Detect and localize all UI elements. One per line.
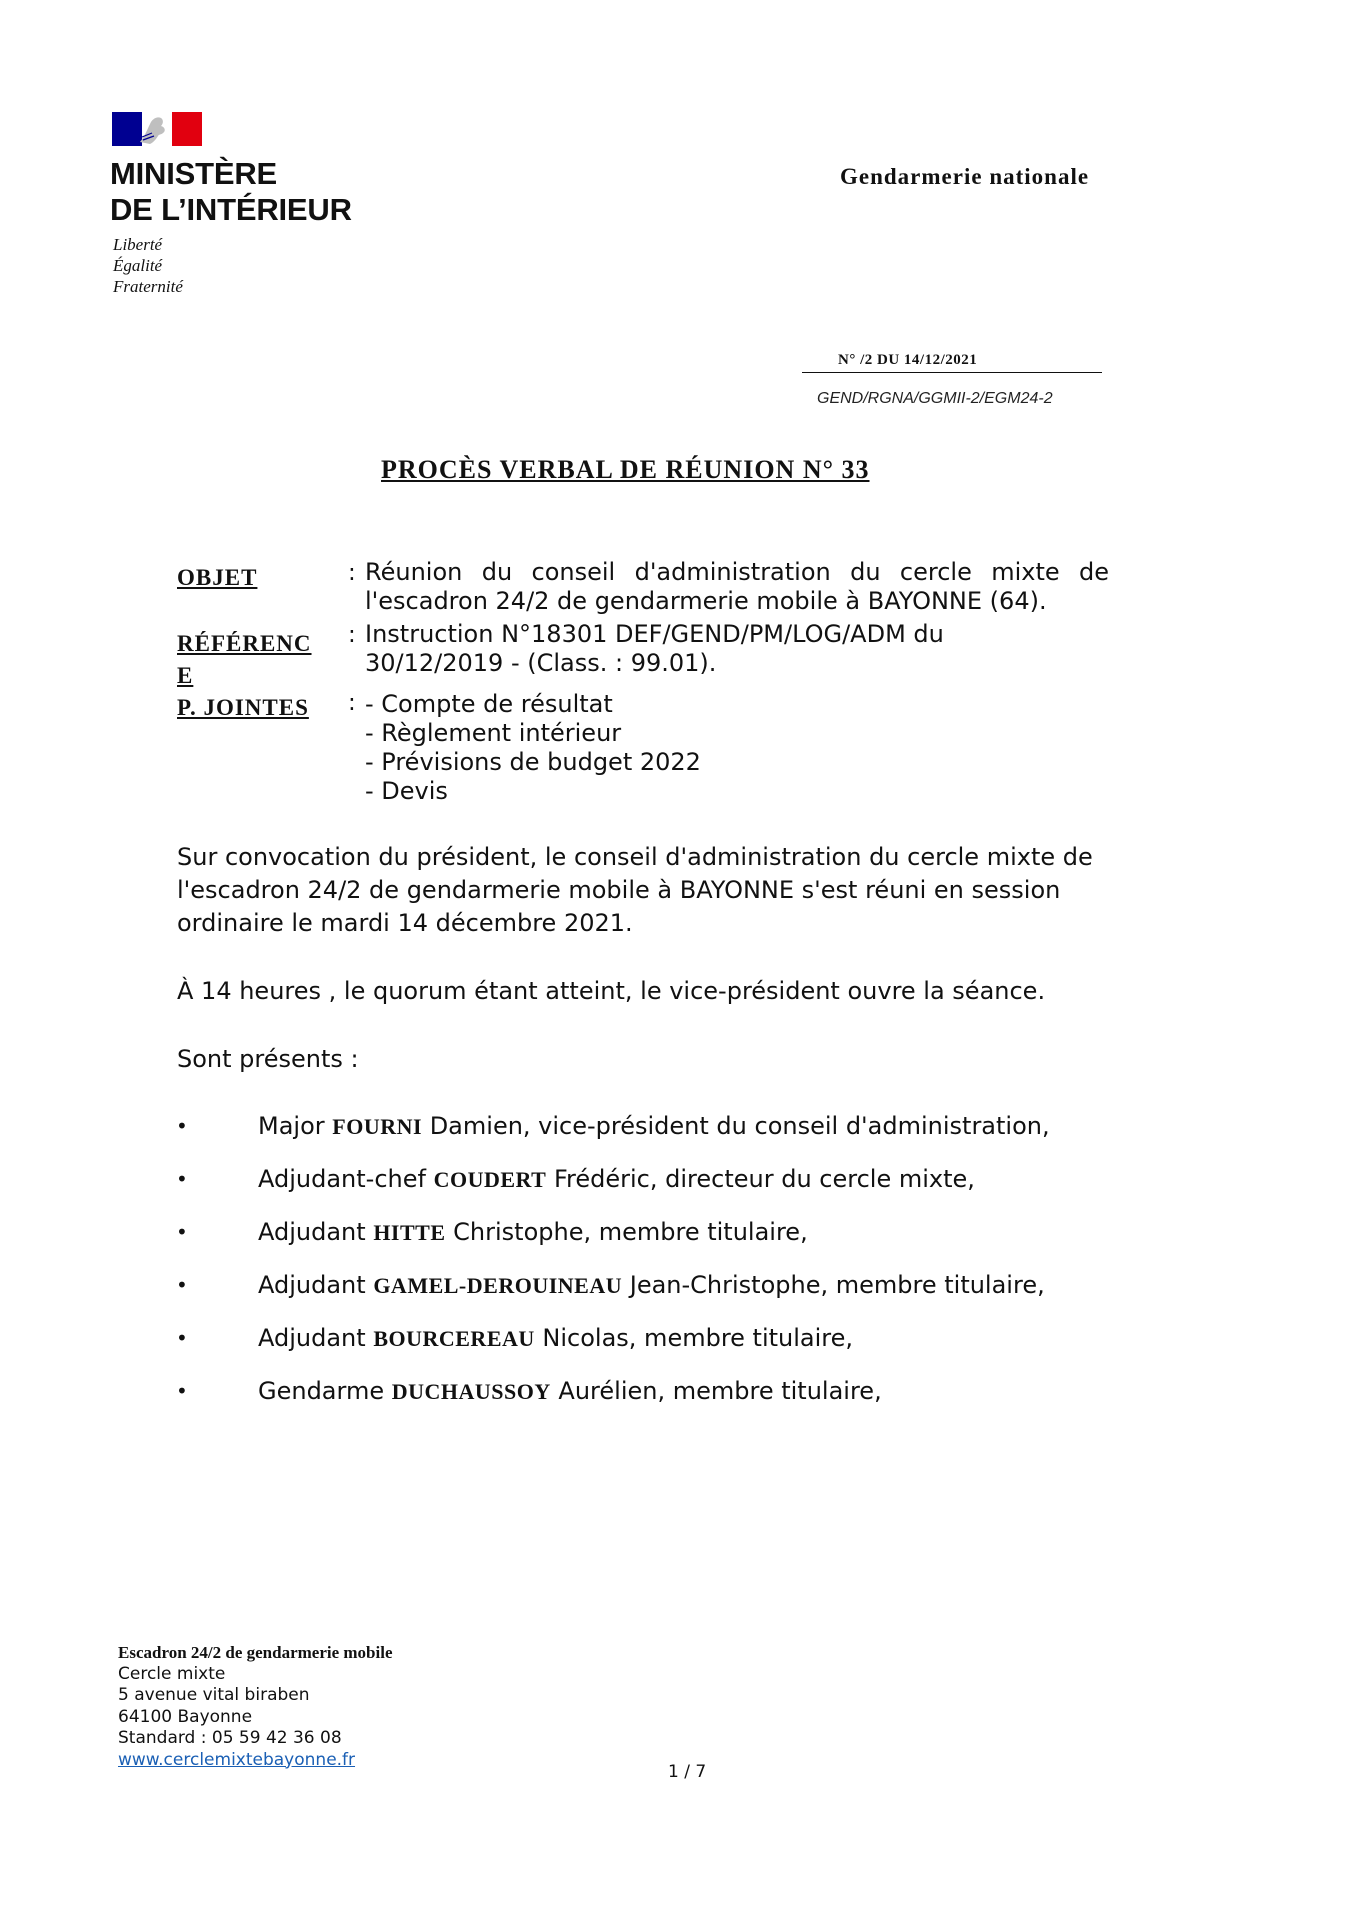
footer-line: 64100 Bayonne xyxy=(118,1706,253,1727)
attendee-details: Damien, vice-président du conseil d'administration, xyxy=(429,1112,1050,1140)
objet-label: OBJET xyxy=(177,565,258,590)
reference-label xyxy=(177,628,312,692)
reference-value: Instruction N°18301 DEF/GEND/PM/LOG/ADM du 30/12/2019 - (Class. : 99.01). xyxy=(365,620,944,677)
page-number: 1 / 7 xyxy=(668,1762,707,1782)
attendee-rank: Adjudant-chef xyxy=(258,1165,426,1193)
document-number: N° /2 DU 14/12/2021 xyxy=(838,352,978,368)
organization-name: Gendarmerie nationale xyxy=(840,164,1090,189)
attendee-rank: Major xyxy=(258,1112,325,1140)
attendee-rank: Gendarme xyxy=(258,1377,385,1405)
attendee-surname: HITTE xyxy=(373,1220,446,1245)
document-number-underline xyxy=(802,372,1102,373)
attendee-item xyxy=(258,1271,1045,1299)
reference-label-line-1: RÉFÉRENC xyxy=(177,631,312,656)
bullet-icon: • xyxy=(176,1220,188,1244)
attendee-item xyxy=(258,1165,975,1193)
bullet-icon: • xyxy=(176,1167,188,1191)
footer-phone: Standard : 05 59 42 36 08 xyxy=(118,1728,342,1748)
attendee-surname: DUCHAUSSOY xyxy=(391,1379,551,1404)
footer-line: Cercle mixte xyxy=(118,1663,226,1684)
quorum-paragraph: À 14 heures , le quorum étant atteint, le vice-président ouvre la séance. xyxy=(177,977,1046,1005)
attendee-rank: Adjudant xyxy=(258,1271,366,1299)
pj-item: - Devis xyxy=(365,777,448,805)
document-code: GEND/RGNA/GGMII-2/EGM24-2 xyxy=(817,390,1053,407)
reference-label-line-2: E xyxy=(177,663,194,688)
attendee-item xyxy=(258,1377,882,1405)
footer-unit: Escadron 24/2 de gendarmerie mobile xyxy=(118,1643,393,1662)
attendee-rank: Adjudant xyxy=(258,1324,366,1352)
attendee-details: Nicolas, membre titulaire, xyxy=(542,1324,854,1352)
objet-colon: : xyxy=(348,560,356,586)
motto-egalite: Égalité xyxy=(113,256,163,275)
present-heading: Sont présents : xyxy=(177,1045,359,1073)
republic-motto xyxy=(113,234,183,297)
pj-label: P. JOINTES xyxy=(177,695,309,720)
ministry-line-1: MINISTÈRE xyxy=(110,156,277,191)
objet-value: Réunion du conseil d'administration du cercle mixte de l'escadron 24/2 de gendarmerie mobile à BAYONNE (64). xyxy=(365,558,1109,615)
bullet-icon: • xyxy=(176,1326,188,1350)
attendee-details: Frédéric, directeur du cercle mixte, xyxy=(553,1165,975,1193)
footer-line: 5 avenue vital biraben xyxy=(118,1685,310,1705)
bullet-icon: • xyxy=(176,1273,188,1297)
attendee-details: Aurélien, membre titulaire, xyxy=(558,1377,882,1405)
attendee-rank: Adjudant xyxy=(258,1218,366,1246)
motto-liberte: Liberté xyxy=(113,235,163,254)
attendee-surname: COUDERT xyxy=(433,1167,547,1192)
ministry-name xyxy=(110,156,352,228)
page-title: PROCÈS VERBAL DE RÉUNION N° 33 xyxy=(381,455,870,484)
attendee-surname: BOURCEREAU xyxy=(373,1326,535,1351)
attendee-details: Christophe, membre titulaire, xyxy=(453,1218,808,1246)
reference-colon: : xyxy=(348,622,356,648)
footer-address xyxy=(118,1642,393,1771)
attendee-details: Jean-Christophe, membre titulaire, xyxy=(629,1271,1045,1299)
attendee-item xyxy=(258,1324,853,1352)
bullet-icon: • xyxy=(176,1379,188,1403)
ministry-line-2: DE L’INTÉRIEUR xyxy=(110,192,352,227)
pj-list xyxy=(365,690,701,806)
bullet-icon: • xyxy=(176,1114,188,1138)
website-link[interactable]: www.cerclemixtebayonne.fr xyxy=(118,1749,356,1770)
attendee-item xyxy=(258,1218,808,1246)
republic-flag-logo xyxy=(112,112,202,146)
attendee-surname: FOURNI xyxy=(332,1114,423,1139)
attendee-surname: GAMEL-DEROUINEAU xyxy=(373,1273,623,1298)
pj-item: - Compte de résultat xyxy=(365,690,613,718)
pj-item: - Prévisions de budget 2022 xyxy=(365,748,701,776)
intro-paragraph: Sur convocation du président, le conseil d'administration du cercle mixte de l'escadron 24/2 de gendarmerie mobile à BAYONNE s'est réuni en session ordinaire le mardi 14 décembre 2021. xyxy=(177,843,1093,937)
pj-colon: : xyxy=(348,690,356,716)
motto-fraternite: Fraternité xyxy=(113,277,183,296)
pj-item: - Règlement intérieur xyxy=(365,719,622,747)
attendee-item xyxy=(258,1112,1050,1140)
